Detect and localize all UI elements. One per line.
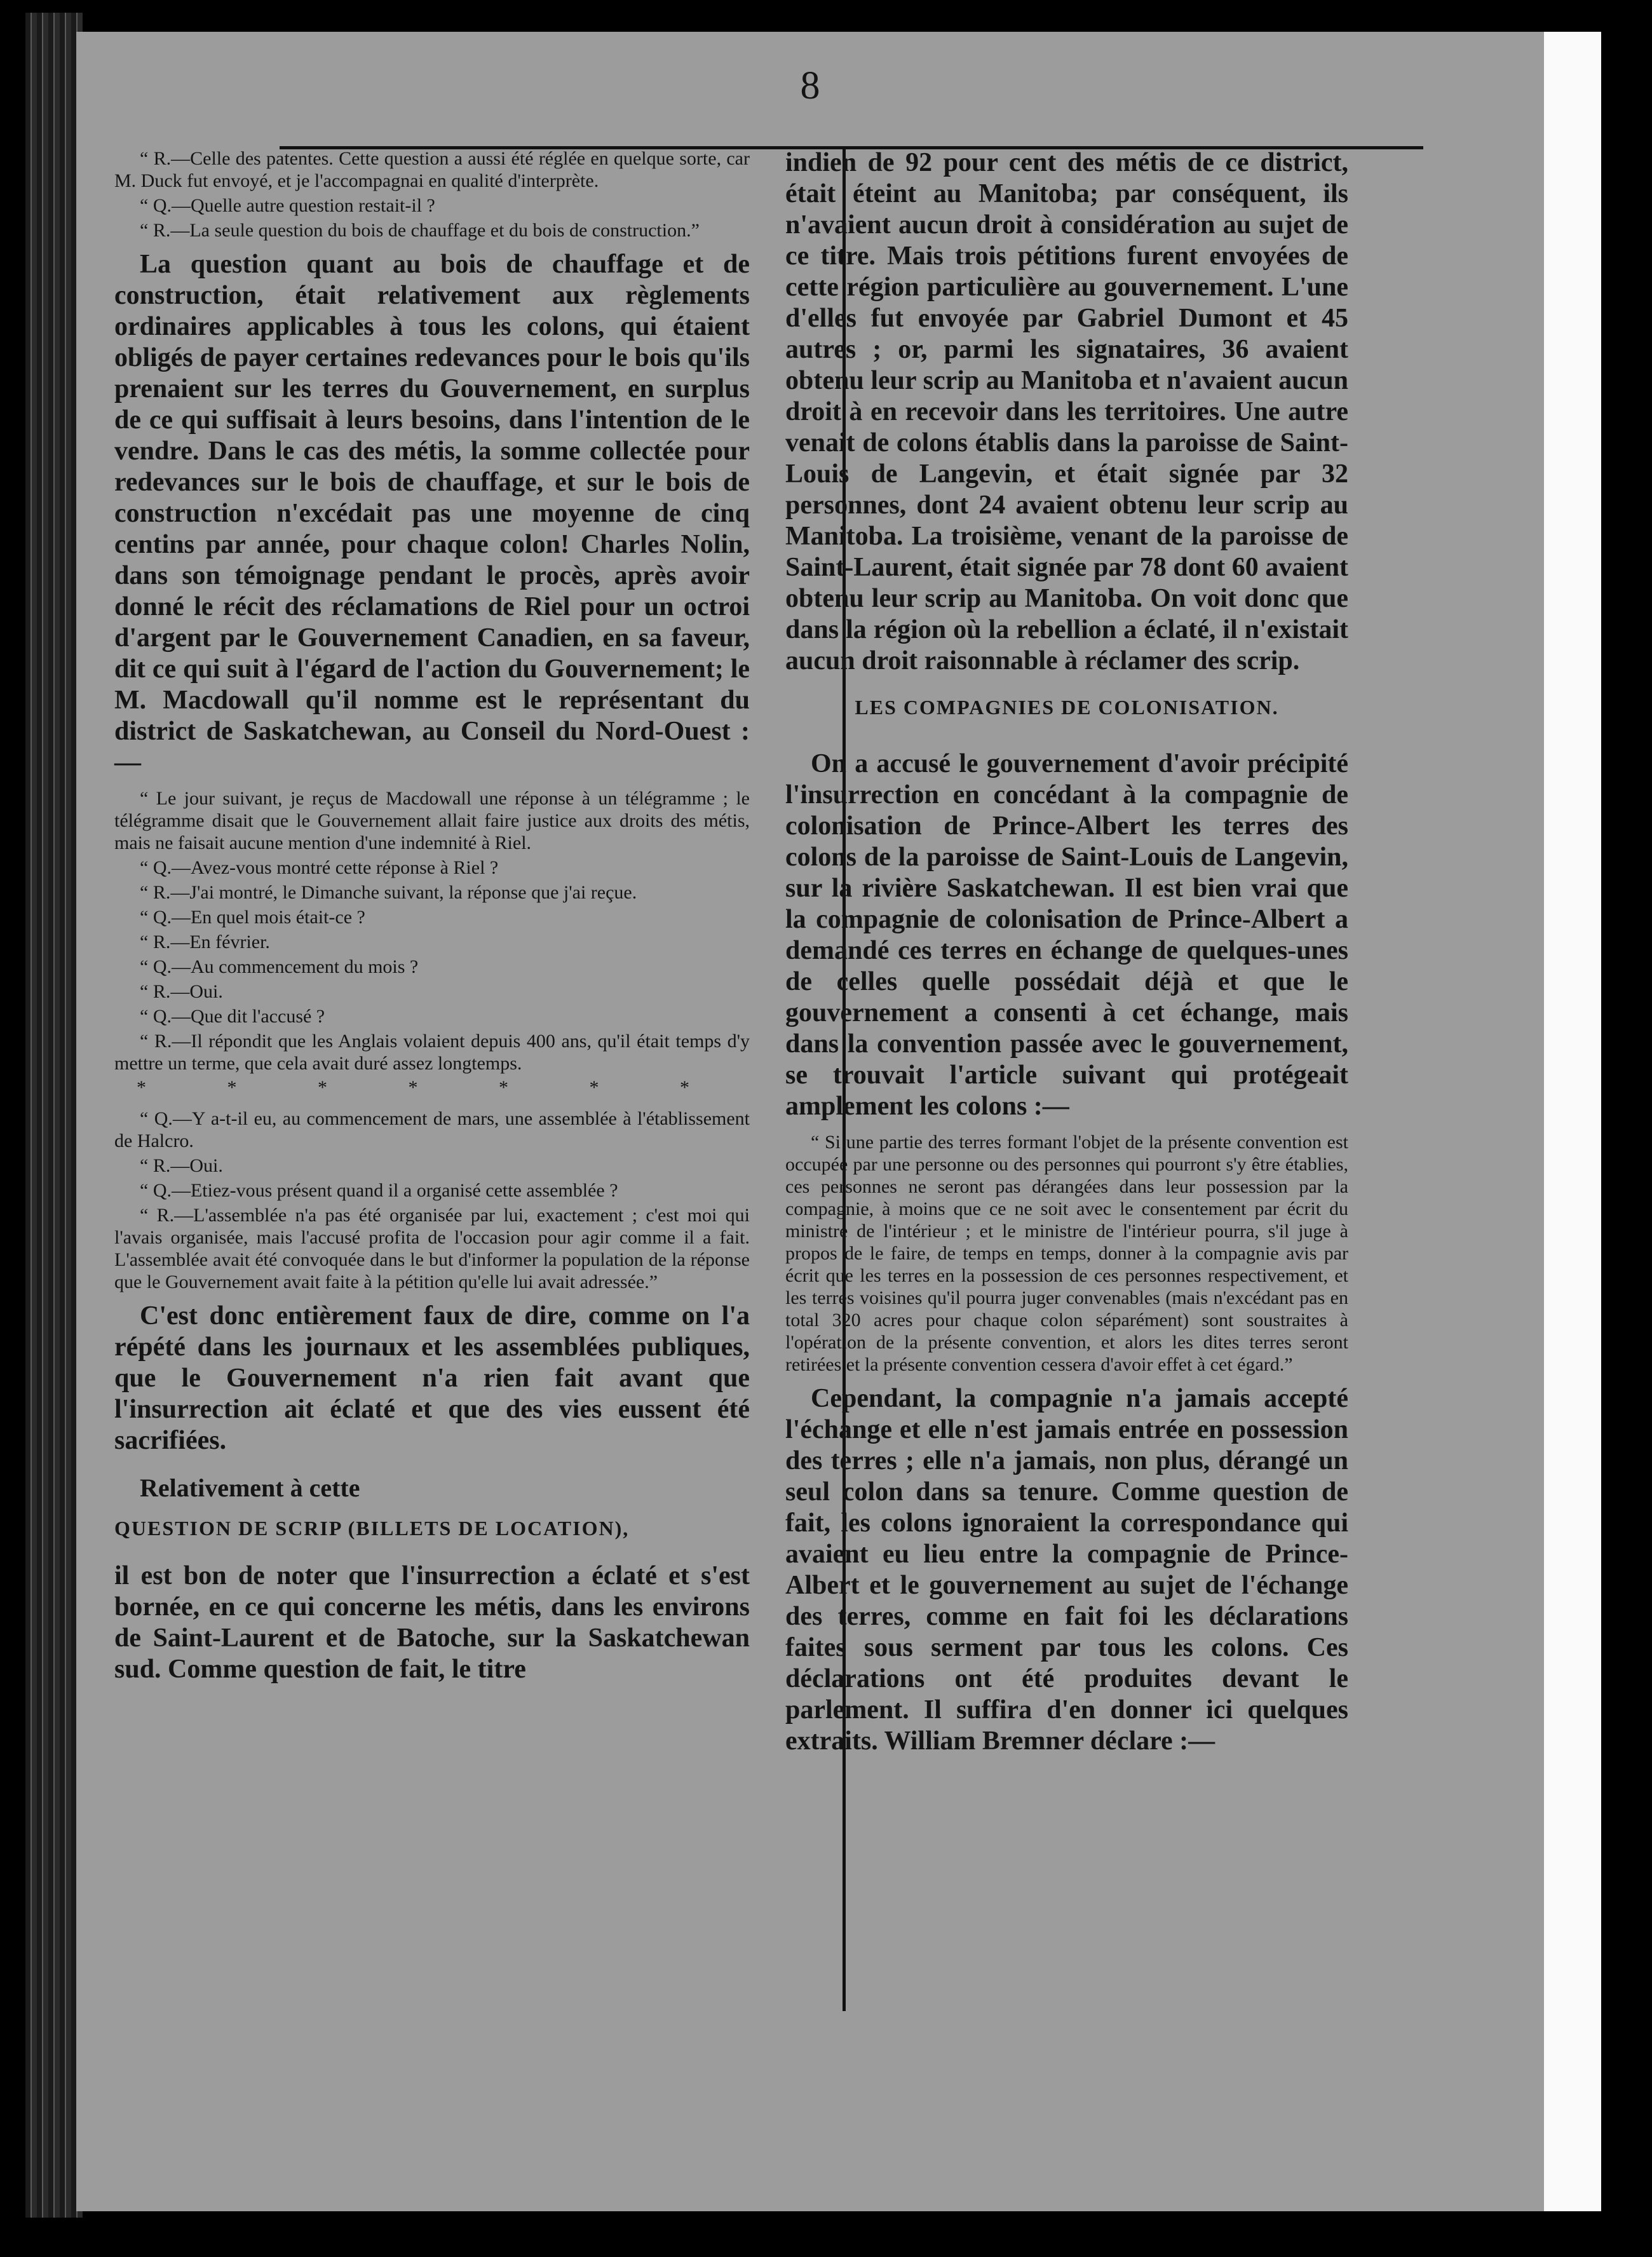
testimony-answer: “ R.—J'ai montré, le Dimanche suivant, la réponse que j'ai reçue. <box>140 882 637 903</box>
page-number: 8 <box>800 64 820 107</box>
testimony-question: “ Q.—Quelle autre question restait-il ? <box>140 195 435 216</box>
testimony-answer: “ R.—En février. <box>140 932 270 952</box>
testimony-question: “ Q.—Que dit l'accusé ? <box>140 1006 325 1027</box>
section-subheading: QUESTION DE SCRIP (BILLETS DE LOCATION), <box>114 1517 630 1540</box>
testimony-question: “ Q.—En quel mois était-ce ? <box>140 907 365 928</box>
body-paragraph: On a accusé le gouvernement d'avoir précipité l'insurrection en concédant à la compagnie de colonisation de Prince-Albert les terres des colons de la paroisse de Saint-Louis de Langevin, sur la rivière Saskatchewan. Il est bien vrai que la compagnie de colonisation de Prince-Albert a demandé ces terres en échange de quelques-unes de celles quelle possédait déjà et que le gouvernement a consenti à cet échange, mais dans la convention passée avec le gouvernement, se trouvait l'article suivant qui protégeait amplement les colons :— <box>785 749 1348 1121</box>
testimony-quote: “ Le jour suivant, je reçus de Macdowall une réponse à un télégramme ; le télégramme disait que le Gouvernement allait faire justice aux droits des métis, mais ne faisait aucune mention d'une indemnité à Riel. <box>114 788 750 853</box>
testimony-answer: “ R.—Oui. <box>140 1155 223 1176</box>
body-paragraph: La question quant au bois de chauffage et de construction, était relativement aux règlements ordinaires applicables à tous les colons, qui étaient obligés de payer certaines redevances pour le bois qu'ils prenaient sur les terres du Gouvernement, en surplus de ce qui suffisait à leurs besoins, dans l'intention de le vendre. Dans le cas des métis, la somme collectée pour redevances sur le bois de chauffage, et sur le bois de construction n'excédait pas une moyenne de cinq centins par année, pour chaque colon! Charles Nolin, dans son témoignage pendant le procès, après avoir donné le récit des réclamations de Riel pour un octroi d'argent par le Gouvernement Canadien, en sa faveur, dit ce qui suit à l'égard de l'action du Gouvernement; le M. Macdowall qu'il nomme est le représentant du district de Saskatchewan, au Conseil du Nord-Ouest :— <box>114 250 750 777</box>
body-paragraph: Cependant, la compagnie n'a jamais accepté l'échange et elle n'est jamais entrée en possession des terres ; elle n'a jamais, non plus, dérangé un seul colon dans sa tenure. Comme question de fait, les colons ignoraient la correspondance qui avaient eu lieu entre la compagnie de Prince-Albert et le gouvernement au sujet de l'échange des terres, comme en fait foi les déclarations faites sous serment par tous les colons. Ces déclarations ont été produites devant le parlement. Il suffira d'en donner ici quelques extraits. William Bremner déclare :— <box>785 1384 1348 1756</box>
testimony-question: “ Q.—Au commencement du mois ? <box>140 956 419 977</box>
left-column <box>114 147 750 1694</box>
testimony-answer: “ R.—La seule question du bois de chauffage et du bois de construction.” <box>140 220 700 241</box>
right-column <box>785 147 1348 1766</box>
testimony-question: “ Q.—Avez-vous montré cette réponse à Riel ? <box>140 857 499 878</box>
testimony-answer: “ R.—Celle des patentes. Cette question a aussi été réglée en quelque sorte, car M. Duck fut envoyé, et je l'accompagnai en qualité d'interprète. <box>114 148 750 191</box>
testimony-answer: “ R.—Il répondit que les Anglais volaient depuis 400 ans, qu'il était temps d'y mettre un terme, que cela avait duré assez longtemps. <box>114 1031 750 1074</box>
testimony-question: “ Q.—Y a-t-il eu, au commencement de mars, une assemblée à l'établissement de Halcro. <box>114 1108 750 1151</box>
ellipsis-stars: * * * * * * * <box>137 1077 728 1098</box>
body-paragraph: indien de 92 pour cent des métis de ce district, était éteint au Manitoba; par conséquent, ils n'avaient aucun droit à considération au sujet de ce titre. Mais trois pétitions furent envoyées de cette région particulière au gouvernement. L'une d'elles fut envoyée par Gabriel Dumont et 45 autres ; or, parmi les signataires, 36 avaient obtenu leur scrip au Manitoba et n'avaient aucun droit à en recevoir dans les territoires. Une autre venait de colons établis dans la paroisse de Saint-Louis de Langevin, et était signée par 32 personnes, dont 24 avaient obtenu leur scrip au Manitoba. La troisième, venant de la paroisse de Saint-Laurent, était signée par 78 dont 60 avaient obtenu leur scrip au Manitoba. On voit donc que dans la région où la rebellion a éclaté, il n'existait aucun droit raisonnable à réclamer des scrip. <box>785 148 1348 675</box>
convention-quote: “ Si une partie des terres formant l'objet de la présente convention est occupée par une personne ou des personnes qui pourront s'y être établies, ces personnes ne seront pas dérangées dans leur possession par la compagnie, à moins que ce ne soit avec le consentement par écrit du ministre de l'intérieur ; et le ministre de l'intérieur pourra, s'il juge à propos de le faire, de temps en temps, donner à la compagnie avis par écrit que les terres en la possession de ces personnes respectivement, et les terres voisines qu'il pourra juger convenables (mais n'excédant pas en total 320 acres pour chaque colon séparément) sont soustraites à l'opération de la présente convention, et alors les dites terres seront retirées et la présente convention cessera d'avoir effet à cet égard.” <box>785 1132 1348 1375</box>
microfilm-edge-right <box>1538 32 1601 2211</box>
body-paragraph: C'est donc entièrement faux de dire, comme on l'a répété dans les journaux et les assemblées publiques, que le Gouvernement n'a rien fait avant que l'insurrection ait éclaté et que des vies eussent été sacrifiées. <box>114 1301 750 1455</box>
section-heading: Relativement à cette <box>140 1474 360 1502</box>
body-paragraph: il est bon de noter que l'insurrection a éclaté et s'est bornée, en ce qui concerne les métis, dans les environs de Saint-Laurent et de Batoche, sur la Saskatchewan sud. Comme question de fait, le titre <box>114 1561 750 1684</box>
testimony-question: “ Q.—Etiez-vous présent quand il a organisé cette assemblée ? <box>140 1180 618 1201</box>
section-heading: LES COMPAGNIES DE COLONISATION. <box>855 696 1279 719</box>
testimony-answer: “ R.—Oui. <box>140 981 223 1002</box>
microfilm-edge-left <box>25 13 83 2218</box>
testimony-answer: “ R.—L'assemblée n'a pas été organisée par lui, exactement ; c'est moi qui l'avais organisée, mais l'accusé profita de l'occasion pour agir comme il a fait. L'assemblée avait été convoquée dans le but d'informer la population de la réponse que le Gouvernement avait faite à la pétition qu'elle lui avait adressée.” <box>114 1205 750 1292</box>
